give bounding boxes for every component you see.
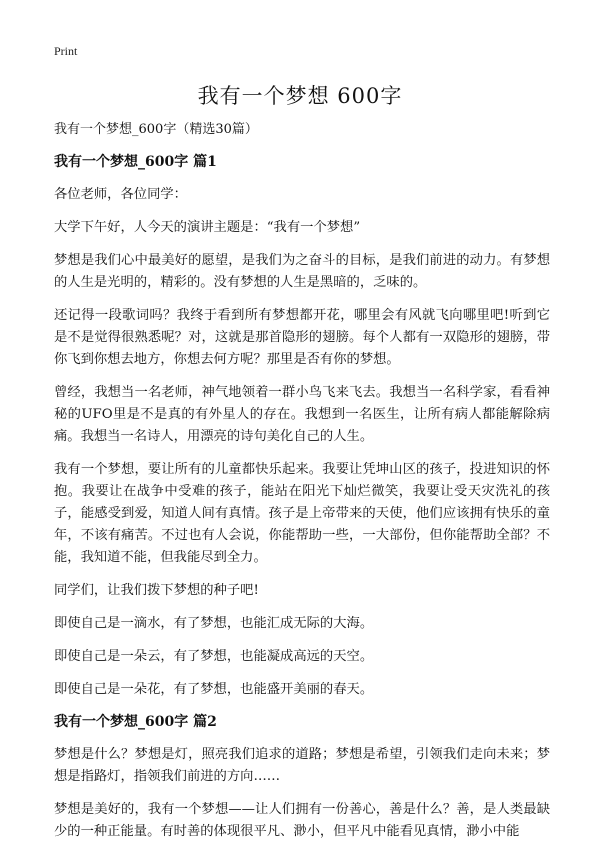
paragraph: 梦想是我们心中最美好的愿望，是我们为之奋斗的目标，是我们前进的动力。有梦想的人生是光明的，精彩的。没有梦想的人生是黑暗的，乏味的。	[54, 253, 550, 290]
page-title: 我有一个梦想 600字	[197, 84, 403, 108]
print-link[interactable]: Print	[54, 44, 78, 58]
paragraph: 即使自己是一朵花，有了梦想，也能盛开美丽的春天。	[54, 682, 374, 697]
paragraph: 即使自己是一滴水，有了梦想，也能汇成无际的大海。	[54, 616, 374, 631]
paragraph: 即使自己是一朵云，有了梦想，也能凝成高远的天空。	[54, 649, 374, 664]
paragraph: 大学下午好，人今天的演讲主题是：“我有一个梦想”	[54, 220, 361, 235]
article-body	[54, 120, 550, 854]
paragraph: 梦想是什么？梦想是灯，照亮我们追求的道路；梦想是希望，引领我们走向未来；梦想是指路灯，指领我们前进的方向……	[54, 747, 550, 784]
paragraph: 还记得一段歌词吗？我终于看到所有梦想都开花，哪里会有风就飞向哪里吧!听到它是不是觉得很熟悉呢？对，这就是那首隐形的翅膀。每个人都有一双隐形的翅膀，带你飞到你想去地方，你想去何方呢？那里是否有你的梦想。	[54, 308, 550, 367]
section-heading: 我有一个梦想_600字 篇1	[54, 154, 217, 170]
section-2	[54, 712, 550, 843]
section-heading: 我有一个梦想_600字 篇2	[54, 714, 217, 730]
paragraph: 曾经，我想当一名老师，神气地领着一群小鸟飞来飞去。我想当一名科学家，看看神秘的UFO里是不是真的有外星人的存在。我想到一名医生，让所有病人都能解除病痛。我想当一名诗人，用漂亮的诗句美化自己的人生。	[54, 385, 550, 444]
section-1	[54, 152, 550, 701]
paragraph: 我有一个梦想，要让所有的儿童都快乐起来。我要让凭坤山区的孩子，投进知识的怀抱。我要让在战争中受难的孩子，能站在阳光下灿烂微笑，我要让受天灾洗礼的孩子，能感受到爱，知道人间有真情。孩子是上帝带来的天使，他们应该拥有快乐的童年，不该有痛苦。不过也有人会说，你能帮助一些，一大部份，但你能帮助全部？不能，我知道不能，但我能尽到全力。	[54, 462, 550, 565]
paragraph: 梦想是美好的，我有一个梦想——让人们拥有一份善心，善是什么？善，是人类最缺少的一种正能量。有时善的体现很平凡、渺小，但平凡中能看见真情，渺小中能	[54, 802, 550, 839]
paragraph: 同学们，让我们拨下梦想的种子吧!	[54, 583, 259, 598]
paragraph: 各位老师，各位同学：	[54, 187, 187, 202]
article-subtitle: 我有一个梦想_600字（精选30篇）	[54, 122, 258, 137]
